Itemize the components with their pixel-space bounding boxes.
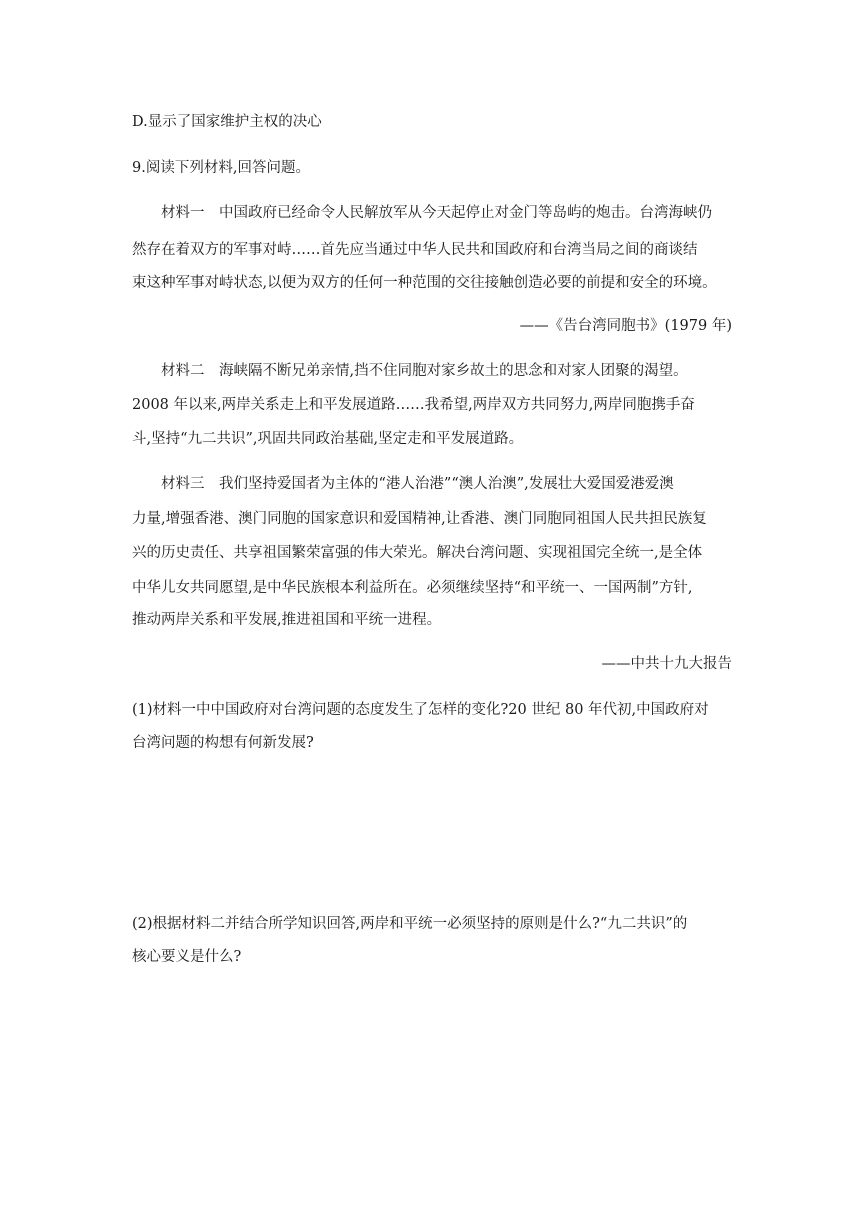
question-1-line-1: (1)材料一中中国政府对台湾问题的态度发生了怎样的变化?20 世纪 80 年代初,中国政府对 [132, 702, 709, 718]
material-2-line-1: 材料二 海峡隔不断兄弟亲情,挡不住同胞对家乡故土的思念和对家人团聚的渴望。 [161, 363, 688, 379]
material-1-line-1: 材料一 中国政府已经命令人民解放军从今天起停止对金门等岛屿的炮击。台湾海峡仍 [161, 205, 712, 221]
material-3-line-5: 推动两岸关系和平发展,推进祖国和平统一进程。 [132, 612, 442, 628]
material-2-line-3: 斗,坚持“九二共识”,巩固共同政治基础,坚定走和平发展道路。 [132, 431, 524, 447]
material-2-line-2: 2008 年以来,两岸关系走上和平发展道路……我希望,两岸双方共同努力,两岸同胞携手奋 [132, 397, 695, 413]
material-1-source: ——《告台湾同胞书》(1979 年) [519, 318, 732, 334]
question-2-line-2: 核心要义是什么? [132, 949, 242, 965]
material-3-line-2: 力量,增强香港、澳门同胞的国家意识和爱国精神,让香港、澳门同胞同祖国人民共担民族复 [132, 511, 707, 527]
material-1-line-3: 束这种军事对峙状态,以便为双方的任何一种范围的交往接触创造必要的前提和安全的环境。 [132, 275, 717, 291]
question-9-title: 9.阅读下列材料,回答问题。 [132, 160, 310, 176]
option-d: D.显示了国家维护主权的决心 [132, 114, 322, 130]
material-3-line-1: 材料三 我们坚持爱国者为主体的“港人治港”“澳人治澳”,发展壮大爱国爱港爱澳 [161, 476, 674, 492]
material-1-line-2: 然存在着双方的军事对峙……首先应当通过中华人民共和国政府和台湾当局之间的商谈结 [132, 242, 698, 258]
question-2-line-1: (2)根据材料二并结合所学知识回答,两岸和平统一必须坚持的原则是什么?“九二共识”的 [132, 916, 688, 932]
material-3-source: ——中共十九大报告 [601, 656, 732, 672]
question-1-line-2: 台湾问题的构想有何新发展? [132, 735, 314, 751]
material-3-line-4: 中华儿女共同愿望,是中华民族根本利益所在。必须继续坚持“和平统一、一国两制”方针, [132, 580, 693, 596]
material-3-line-3: 兴的历史责任、共享祖国繁荣富强的伟大荣光。解决台湾问题、实现祖国完全统一,是全体 [132, 545, 703, 561]
